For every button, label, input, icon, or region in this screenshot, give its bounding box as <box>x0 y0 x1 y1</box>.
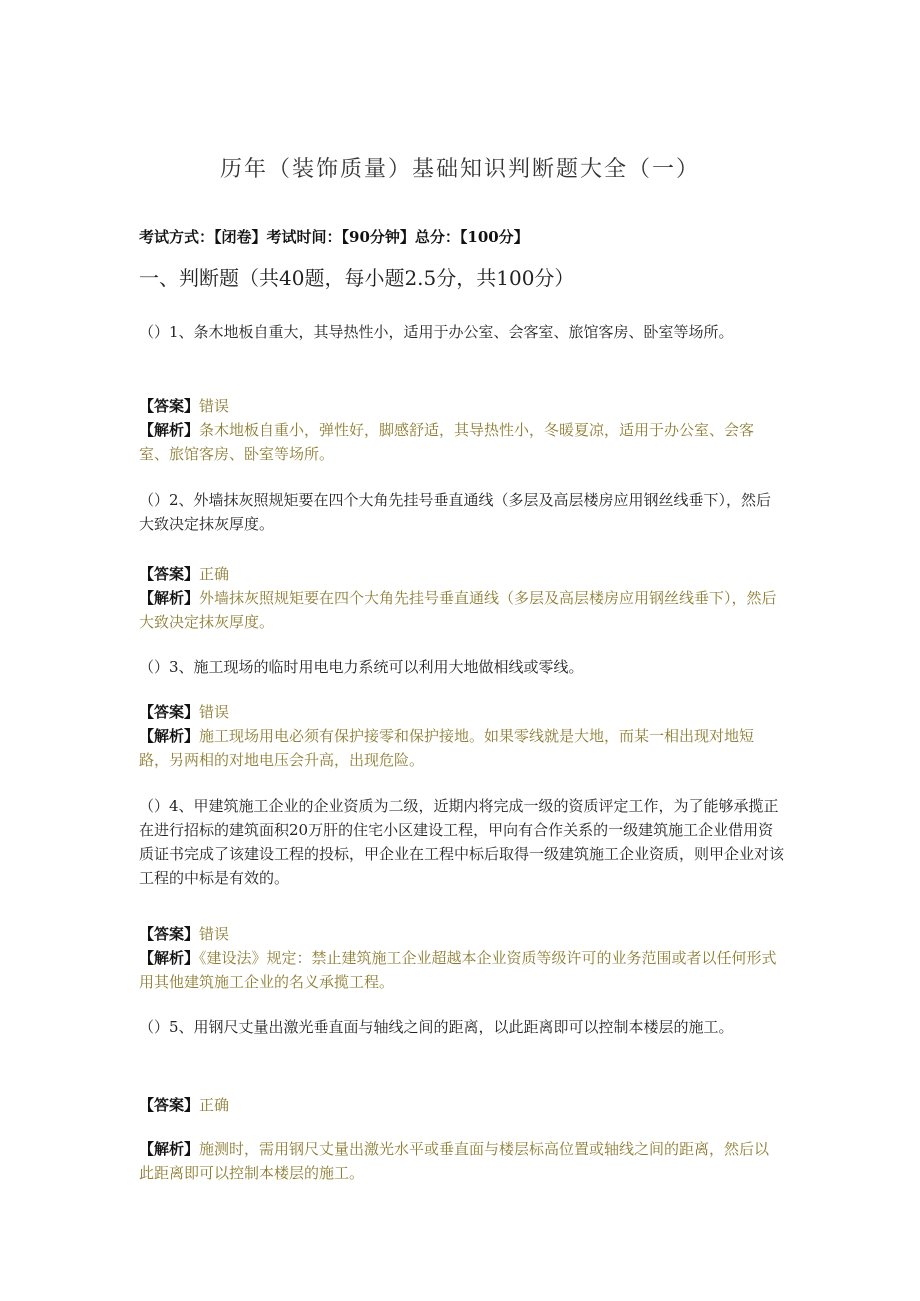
analysis-tag: 【解析】 <box>139 949 200 967</box>
answer-value: 正确 <box>199 1096 230 1114</box>
question-2: （）2、外墙抹灰照规矩要在四个大角先挂号垂直通线（多层及高层楼房应用钢丝线垂下），然后大致决定抹灰厚度。 <box>139 491 772 533</box>
analysis-tag: 【解析】 <box>139 727 200 745</box>
analysis-text: 施测时，需用钢尺丈量出激光水平或垂直面与楼层标高位置或轴线之间的距离，然后以此距离即可以控制本楼层的施工。 <box>139 1140 770 1182</box>
analysis-2 <box>139 586 784 634</box>
answer-value: 正确 <box>199 565 230 583</box>
answer-value: 错误 <box>199 397 230 415</box>
answer-2 <box>139 562 784 586</box>
analysis-tag: 【解析】 <box>139 1140 200 1158</box>
answer-value: 错误 <box>199 703 230 721</box>
answer-5 <box>139 1093 784 1117</box>
analysis-tag: 【解析】 <box>139 421 200 439</box>
document-title: 历年（装饰质量）基础知识判断题大全（一） <box>219 157 700 182</box>
answer-value: 错误 <box>199 925 230 943</box>
analysis-5 <box>139 1137 784 1185</box>
exam-info: 考试方式：【闭卷】考试时间：【90分钟】总分：【100分】 <box>139 228 529 246</box>
section-heading: 一、判断题（共40题，每小题2.5分，共100分） <box>139 266 575 290</box>
answer-1 <box>139 394 784 418</box>
question-4: （）4、甲建筑施工企业的企业资质为二级，近期内将完成一级的资质评定工作，为了能够承揽正在进行招标的建筑面积20万肝的住宅小区建设工程，甲向有合作关系的一级建筑施工企业借用资质证书完成了该建设工程的投标，甲企业在工程中标后取得一级建筑施工企业资质，则甲企业对该工程的中标是有效的。 <box>139 797 785 887</box>
answer-tag: 【答案】 <box>139 703 200 721</box>
answer-tag: 【答案】 <box>139 565 200 583</box>
question-5: （）5、用钢尺丈量出激光垂直面与轴线之间的距离，以此距离即可以控制本楼层的施工。 <box>139 1018 734 1036</box>
answer-tag: 【答案】 <box>139 1096 200 1114</box>
analysis-text: 条木地板自重小，弹性好，脚感舒适，其导热性小，冬暖夏凉，适用于办公室、会客室、旅馆客房、卧室等场所。 <box>139 421 755 463</box>
question-3: （）3、施工现场的临时用电电力系统可以利用大地做相线或零线。 <box>139 658 584 676</box>
analysis-3 <box>139 724 784 772</box>
answer-3 <box>139 700 784 724</box>
analysis-text: 施工现场用电必须有保护接零和保护接地。如果零线就是大地，而某一相出现对地短路，另两相的对地电压会升高，出现危险。 <box>139 727 755 769</box>
analysis-text: 外墙抹灰照规矩要在四个大角先挂号垂直通线（多层及高层楼房应用钢丝线垂下），然后大致决定抹灰厚度。 <box>139 589 777 631</box>
question-1: （）1、条木地板自重大，其导热性小，适用于办公室、会客室、旅馆客房、卧室等场所。 <box>139 323 734 341</box>
answer-tag: 【答案】 <box>139 925 200 943</box>
answer-4 <box>139 922 784 946</box>
answer-tag: 【答案】 <box>139 397 200 415</box>
analysis-1 <box>139 418 784 466</box>
analysis-text: 《建设法》规定：禁止建筑施工企业超越本企业资质等级许可的业务范围或者以任何形式用其他建筑施工企业的名义承揽工程。 <box>139 949 777 991</box>
analysis-4 <box>139 946 784 994</box>
analysis-tag: 【解析】 <box>139 589 200 607</box>
